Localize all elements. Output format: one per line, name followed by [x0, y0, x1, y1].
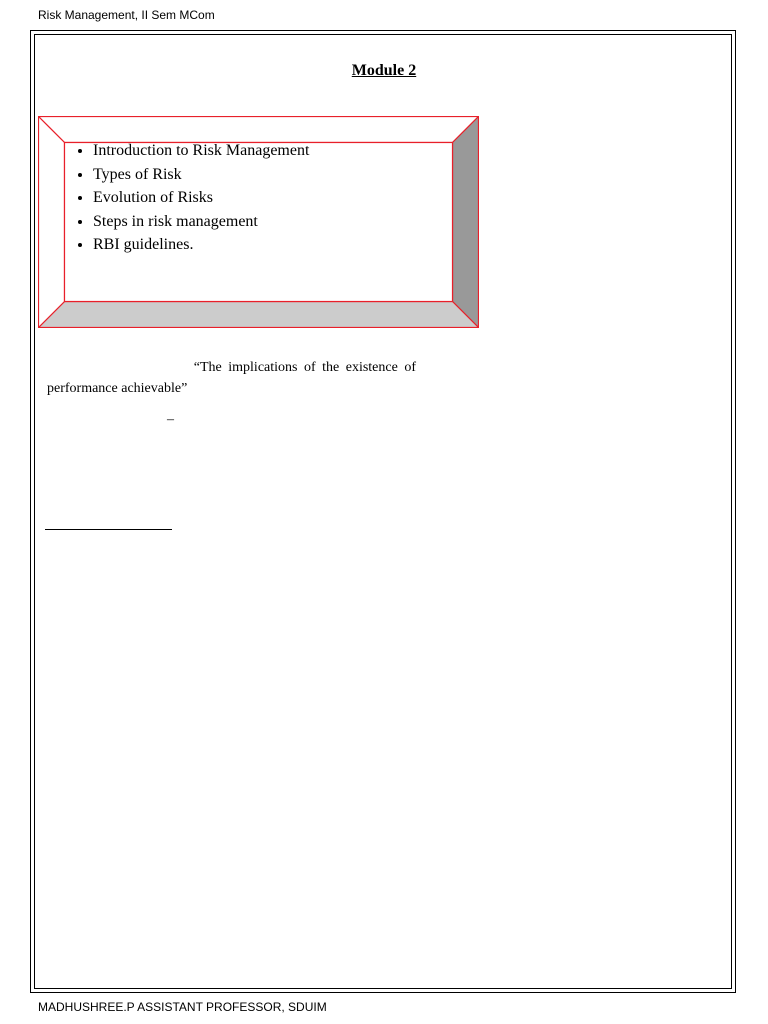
quote-line-1: “The implications of the existence of: [193, 360, 416, 375]
topic-item: • Types of Risk: [93, 163, 309, 187]
topic-item: • Steps in risk management: [93, 210, 309, 234]
bevel-left-face: [39, 117, 65, 328]
bevel-bottom-face: [39, 302, 479, 328]
topic-item: • Evolution of Risks: [93, 186, 309, 210]
module-title: Module 2: [351, 62, 417, 79]
quote-line-2: performance achievable”: [47, 381, 188, 396]
topic-item: • Introduction to Risk Management: [93, 139, 309, 163]
horizontal-rule: [45, 529, 172, 530]
dash-mark: –: [167, 412, 174, 427]
page-footer: MADHUSHREE.P ASSISTANT PROFESSOR, SDUIM: [38, 1000, 327, 1014]
topics-list: [68, 139, 309, 257]
topic-item: • RBI guidelines.: [93, 233, 309, 257]
bevel-right-face: [453, 117, 479, 328]
page-header: Risk Management, II Sem MCom: [38, 8, 215, 22]
